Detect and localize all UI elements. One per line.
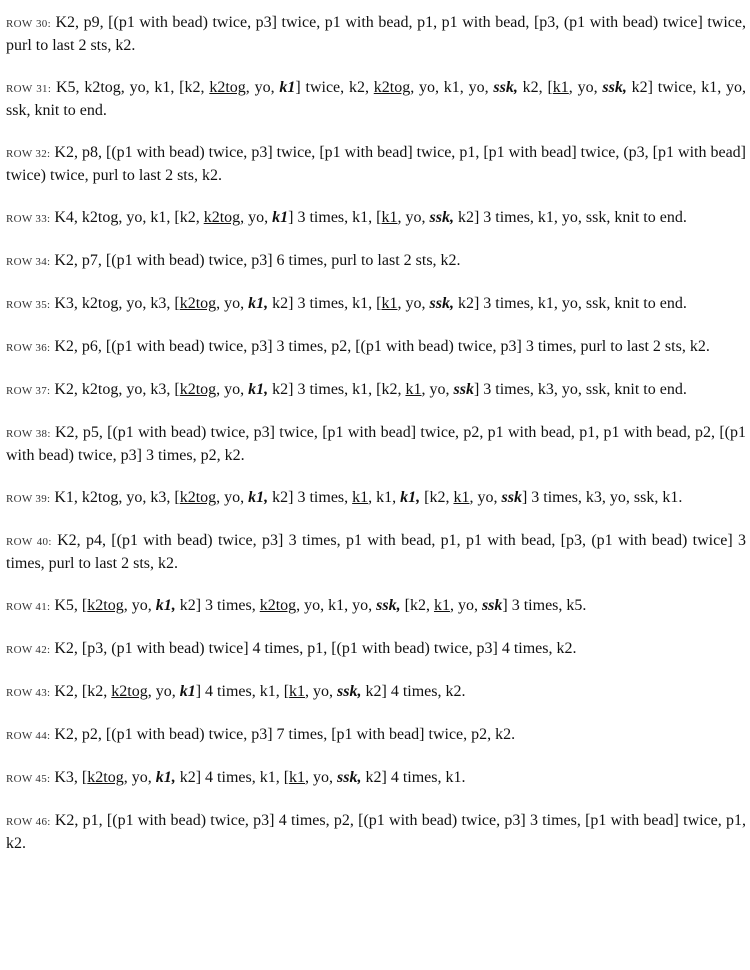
instruction-text: , yo, (397, 295, 430, 312)
row-instructions (6, 424, 746, 464)
row-label: ROW 32: (6, 148, 51, 160)
row-label: ROW 44: (6, 730, 51, 742)
emphasized-stitch: k1, (400, 489, 421, 506)
row-instructions (54, 640, 576, 657)
row-label: ROW 43: (6, 687, 51, 699)
pattern-row (6, 810, 746, 855)
underlined-stitch: k2tog (209, 79, 246, 96)
emphasized-stitch: ssk (453, 381, 474, 398)
row-label: ROW 39: (6, 493, 51, 505)
instruction-text: K2, p9, [(p1 with bead) twice, p3] twice, p1 with bead, p1, p1 with bead, [p3, (p1 with bead) twice] twice, purl to last 2 sts, k2. (6, 14, 747, 54)
emphasized-stitch: k1, (155, 597, 176, 614)
instruction-text: , yo, (469, 489, 502, 506)
instruction-text: , yo, (147, 683, 180, 700)
row-instructions (54, 597, 586, 614)
row-instructions (6, 14, 746, 54)
instruction-text: , yo, (305, 769, 338, 786)
underlined-stitch: k2tog (373, 79, 411, 96)
row-label: ROW 37: (6, 385, 51, 397)
pattern-row (6, 487, 746, 510)
row-label: ROW 35: (6, 299, 51, 311)
instruction-text: ] 3 times, k3, yo, ssk, knit to end. (473, 381, 687, 398)
emphasized-stitch: ssk (501, 489, 522, 506)
instruction-text: k2] 3 times, k1, yo, ssk, knit to end. (453, 209, 687, 226)
underlined-stitch: k2tog (179, 489, 217, 506)
instruction-text: k2] 4 times, k1. (361, 769, 466, 786)
row-instructions (54, 726, 515, 743)
emphasized-stitch: ssk, (337, 683, 362, 700)
instruction-text: K1, k2tog, yo, k3, [ (54, 489, 180, 506)
instruction-text: ] 3 times, k3, yo, ssk, k1. (521, 489, 683, 506)
instruction-text: , yo, (245, 79, 280, 96)
instruction-text: ] twice, k2, (295, 79, 374, 96)
instruction-text: K2, p2, [(p1 with bead) twice, p3] 7 times, [p1 with bead] twice, p2, k2. (54, 726, 516, 743)
instruction-text: , yo, (123, 597, 156, 614)
row-instructions (54, 295, 686, 312)
pattern-row (6, 12, 746, 57)
instruction-text: ] 3 times, k1, [ (288, 209, 382, 226)
pattern-row (6, 77, 746, 122)
emphasized-stitch: k1 (179, 683, 196, 700)
underlined-stitch: k2tog (87, 597, 124, 614)
emphasized-stitch: ssk, (429, 209, 454, 226)
emphasized-stitch: k1, (248, 381, 269, 398)
instruction-text: k2] 4 times, k2. (361, 683, 466, 700)
underlined-stitch: k2tog (179, 381, 217, 398)
emphasized-stitch: ssk, (337, 769, 362, 786)
row-instructions (6, 812, 746, 852)
underlined-stitch: k1 (289, 769, 306, 786)
pattern-row (6, 724, 746, 747)
instruction-text: , yo, (216, 381, 249, 398)
instruction-text: , yo, (216, 295, 249, 312)
instruction-text: k2] 3 times, (175, 597, 260, 614)
row-instructions (6, 79, 746, 119)
instruction-text: K2, p8, [(p1 with bead) twice, p3] twice, [p1 with bead] twice, p1, [p1 with bead] twice, (p3, [p1 with bead] twice) twice, purl to last 2 sts, k2. (6, 144, 746, 184)
instruction-text: , yo, (449, 597, 482, 614)
row-instructions (54, 489, 682, 506)
row-label: ROW 33: (6, 213, 51, 225)
underlined-stitch: k1 (289, 683, 306, 700)
instruction-text: K2, p7, [(p1 with bead) twice, p3] 6 times, purl to last 2 sts, k2. (54, 252, 461, 269)
underlined-stitch: k1 (381, 209, 398, 226)
instruction-text: , yo, (397, 209, 430, 226)
instruction-text: , yo, k1, yo, (296, 597, 377, 614)
instruction-text: k2] 3 times, k1, [k2, (268, 381, 406, 398)
instruction-text: K2, p5, [(p1 with bead) twice, p3] twice, [p1 with bead] twice, p2, p1 with bead, p1, p1 with bead, p2, [(p1 with bead) twice, p3] 3 times, p2, k2. (6, 424, 747, 464)
instruction-text: k2] 3 times, (268, 489, 353, 506)
instruction-text: K2, p1, [(p1 with bead) twice, p3] 4 times, p2, [(p1 with bead) twice, p3] 3 times, [p1 with bead] twice, p1, k2. (6, 812, 747, 852)
instruction-text: , yo, (568, 79, 603, 96)
pattern-row (6, 379, 746, 402)
emphasized-stitch: k1, (248, 489, 269, 506)
instruction-text: yo, (244, 209, 273, 226)
underlined-stitch: k1 (433, 597, 450, 614)
instruction-text: K2, p6, [(p1 with bead) twice, p3] 3 times, p2, [(p1 with bead) twice, p3] 3 times, purl to last 2 sts, k2. (54, 338, 710, 355)
instruction-text: [k2, (420, 489, 454, 506)
instruction-text: K4, k2tog, yo, k1, [k2, (54, 209, 204, 226)
row-instructions (54, 683, 465, 700)
pattern-row (6, 530, 746, 575)
instruction-text: K2, [p3, (p1 with bead) twice] 4 times, p1, [(p1 with bead) twice, p3] 4 times, k2. (54, 640, 577, 657)
row-label: ROW 46: (6, 816, 51, 828)
instruction-text: k2] 3 times, k1, [ (268, 295, 382, 312)
pattern-row (6, 250, 746, 273)
pattern-row (6, 422, 746, 467)
instruction-text: k2] 4 times, k1, [ (175, 769, 290, 786)
instruction-text: K3, k2tog, yo, k3, [ (54, 295, 180, 312)
pattern-row (6, 638, 746, 661)
instruction-text: K2, [k2, (54, 683, 112, 700)
underlined-stitch: k2tog (179, 295, 217, 312)
underlined-stitch: k2tog, (203, 209, 245, 226)
rows-list (6, 12, 746, 855)
underlined-stitch: k1 (405, 381, 422, 398)
emphasized-stitch: k1 (279, 79, 296, 96)
emphasized-stitch: k1 (272, 209, 289, 226)
emphasized-stitch: k1, (248, 295, 269, 312)
instruction-text: K2, p4, [(p1 with bead) twice, p3] 3 times, p1 with bead, p1, p1 with bead, [p3, (p1 with bead) twice] 3 times, purl to last 2 sts, k2. (6, 532, 747, 572)
row-label: ROW 36: (6, 342, 51, 354)
row-instructions (54, 209, 686, 226)
row-label: ROW 38: (6, 428, 51, 440)
instruction-text: k2, [ (517, 79, 553, 96)
row-instructions (54, 769, 465, 786)
instruction-text: , yo, (305, 683, 338, 700)
pattern-page (6, 12, 746, 875)
instruction-text: [k2, (400, 597, 434, 614)
instruction-text: , yo, (421, 381, 454, 398)
underlined-stitch: k1 (381, 295, 398, 312)
emphasized-stitch: ssk (481, 597, 503, 614)
row-label: ROW 42: (6, 644, 51, 656)
underlined-stitch: k2tog (111, 683, 148, 700)
underlined-stitch: k2tog (87, 769, 124, 786)
underlined-stitch: k1 (352, 489, 369, 506)
pattern-row (6, 142, 746, 187)
instruction-text: K5, k2tog, yo, k1, [k2, (55, 79, 210, 96)
instruction-text: ] 4 times, k1, [ (195, 683, 290, 700)
row-label: ROW 31: (6, 83, 52, 95)
row-label: ROW 34: (6, 256, 51, 268)
pattern-row (6, 767, 746, 790)
pattern-row (6, 595, 746, 618)
instruction-text: , yo, k1, yo, (410, 79, 494, 96)
row-instructions (6, 532, 746, 572)
instruction-text: K5, [ (54, 597, 88, 614)
emphasized-stitch: k1, (155, 769, 176, 786)
instruction-text: , k1, (368, 489, 401, 506)
instruction-text: k2] 3 times, k1, yo, ssk, knit to end. (453, 295, 687, 312)
underlined-stitch: k2tog (259, 597, 297, 614)
row-instructions (6, 144, 746, 184)
pattern-row (6, 681, 746, 704)
row-instructions (54, 338, 709, 355)
underlined-stitch: k1 (453, 489, 470, 506)
instruction-text: , yo, (216, 489, 249, 506)
instruction-text: k2] twice, k1, yo, ssk, knit to end. (6, 79, 747, 119)
instruction-text: ] 3 times, k5. (502, 597, 587, 614)
emphasized-stitch: ssk, (602, 79, 627, 96)
row-label: ROW 40: (6, 536, 52, 548)
emphasized-stitch: ssk, (376, 597, 401, 614)
row-instructions (54, 252, 460, 269)
row-label: ROW 41: (6, 601, 51, 613)
pattern-row (6, 336, 746, 359)
pattern-row (6, 207, 746, 230)
underlined-stitch: k1 (552, 79, 569, 96)
row-label: ROW 45: (6, 773, 51, 785)
row-label: ROW 30: (6, 18, 51, 30)
instruction-text: K3, [ (54, 769, 88, 786)
pattern-row (6, 293, 746, 316)
emphasized-stitch: ssk, (493, 79, 518, 96)
instruction-text: K2, k2tog, yo, k3, [ (54, 381, 180, 398)
row-instructions (54, 381, 686, 398)
emphasized-stitch: ssk, (429, 295, 454, 312)
instruction-text: , yo, (123, 769, 156, 786)
